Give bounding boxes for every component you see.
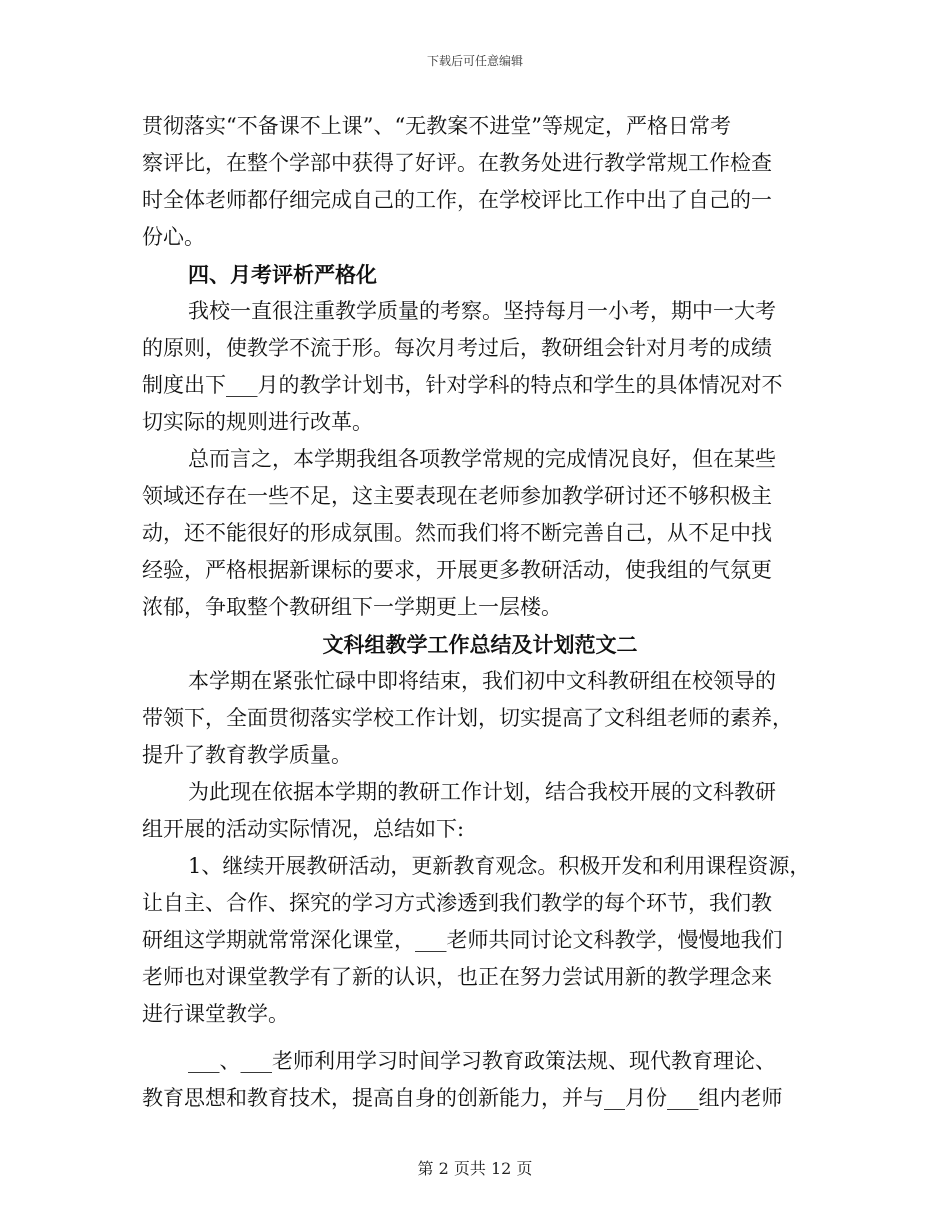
text-line: 1、继续开展教研活动，更新教育观念。积极开发和利用课程资源， [188, 854, 811, 878]
text-line: 为此现在依据本学期的教研工作计划，结合我校开展的文科教研 [188, 780, 776, 804]
text-line: 浓郁，争取整个教研组下一学期更上一层楼。 [142, 595, 562, 619]
text-line: 研组这学期就常常深化课堂，___老师共同讨论文科教学，慢慢地我们 [142, 928, 783, 952]
text-line: 经验，严格根据新课标的要求，开展更多教研活动，使我组的气氛更 [142, 558, 772, 582]
text-line: 本学期在紧张忙碌中即将结束，我们初中文科教研组在校领导的 [188, 669, 776, 693]
text-line: 提升了教育教学质量。 [142, 743, 352, 767]
text-line: 老师也对课堂教学有了新的认识，也正在努力尝试用新的教学理念来 [142, 965, 772, 989]
text-line: 份心。 [142, 225, 205, 249]
text-line: 制度出下___月的教学计划书，针对学科的特点和学生的具体情况对不 [142, 373, 783, 397]
text-line: 领域还存在一些不足，这主要表现在老师参加教学研讨还不够积极主 [142, 484, 772, 508]
text-line: ___、___老师利用学习时间学习教育政策法规、现代教育理论、 [188, 1049, 776, 1073]
text-line: 总而言之，本学期我组各项教学常规的完成情况良好，但在某些 [188, 447, 776, 471]
page-footer: 第 2 页共 12 页 [417, 1159, 533, 1178]
section-heading: 四、月考评析严格化 [188, 262, 377, 287]
text-line: 切实际的规则进行改革。 [142, 410, 373, 434]
text-line: 的原则，使教学不流于形。每次月考过后，教研组会针对月考的成绩 [142, 336, 772, 360]
text-line: 进行课堂教学。 [142, 1002, 289, 1026]
text-line: 贯彻落实“不备课不上课”、“无教案不进堂”等规定，严格日常考 [142, 114, 731, 138]
text-line: 我校一直很注重教学质量的考察。坚持每月一小考，期中一大考 [188, 299, 776, 323]
text-line: 带领下，全面贯彻落实学校工作计划，切实提高了文科组老师的素养， [142, 706, 793, 730]
document-body [142, 108, 818, 1117]
text-line: 动，还不能很好的形成氛围。然而我们将不断完善自己，从不足中找 [142, 521, 772, 545]
paragraph-gap [142, 1033, 818, 1043]
text-line: 教育思想和教育技术，提高自身的创新能力，并与__月份___组内老师 [142, 1086, 783, 1110]
text-line: 组开展的活动实际情况，总结如下: [142, 817, 465, 841]
text-line: 时全体老师都仔细完成自己的工作，在学校评比工作中出了自己的一 [142, 188, 772, 212]
text-line: 察评比，在整个学部中获得了好评。在教务处进行教学常规工作检查 [142, 151, 772, 175]
article-title: 文科组教学工作总结及计划范文二 [322, 632, 638, 657]
page-header: 下载后可任意编辑 [426, 54, 523, 68]
text-line: 让自主、合作、探究的学习方式渗透到我们教学的每个环节，我们教 [142, 891, 772, 915]
